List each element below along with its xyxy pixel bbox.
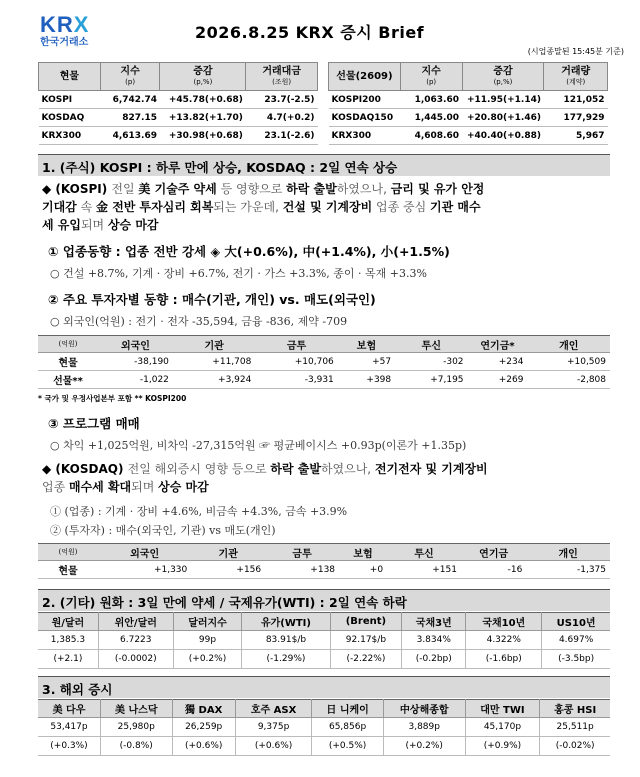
column-header: 국채3년 — [402, 613, 466, 631]
program-trading-detail: ○ 차익 +1,025억원, 비차익 -27,315억원 ☞ 평균베이시스 +0.93p(이론가 +1.35p) — [50, 439, 467, 452]
column-header: US10년 — [542, 613, 610, 631]
column-header: 외국인 — [98, 544, 191, 561]
table-cell: +3,924 — [173, 371, 255, 389]
column-header: (Brent) — [330, 613, 402, 631]
column-header — [39, 63, 101, 91]
value-cell: 45,170p — [465, 718, 540, 737]
column-header-unit: (조원) — [272, 77, 292, 86]
column-header-unit: (p,%) — [193, 77, 213, 86]
column-header: 투신 — [395, 336, 467, 353]
change-cell: (+0.9%) — [465, 737, 540, 756]
row-label: 현물 — [38, 353, 98, 371]
column-header: 美 나스닥 — [100, 700, 172, 718]
column-header: 대만 TWI — [465, 700, 540, 718]
table-cell: 6,742.74 — [100, 91, 160, 109]
table-cell: -2,808 — [527, 371, 610, 389]
table-cell: -1,022 — [98, 371, 173, 389]
table-cell: 1,445.00 — [400, 109, 462, 127]
table-row — [329, 91, 608, 109]
krx-logo — [40, 14, 140, 50]
column-header: 호주 ASX — [235, 700, 311, 718]
change-row — [38, 737, 610, 756]
kosdaq-investor-detail: ② (투자자) : 매수(외국인, 기관) vs 매도(개인) — [50, 524, 276, 537]
table-cell: +11,708 — [173, 353, 255, 371]
change-cell: (-1.29%) — [242, 650, 330, 669]
table-cell: +138 — [265, 561, 339, 579]
column-header: 獨 DAX — [172, 700, 235, 718]
table-cell: 5,967 — [544, 127, 608, 145]
section3-title: 3. 해외 증시 — [38, 676, 610, 698]
column-header — [246, 63, 318, 91]
table-row — [39, 91, 318, 109]
table-cell: +1,330 — [98, 561, 191, 579]
column-header: 中상해종합 — [383, 700, 465, 718]
change-cell: (+0.5%) — [312, 737, 384, 756]
page-title: 2026.8.25 KRX 증시 Brief — [195, 23, 425, 42]
column-header — [100, 63, 160, 91]
change-cell: (-0.2bp) — [402, 650, 466, 669]
value-cell: 25,980p — [100, 718, 172, 737]
table-row — [38, 371, 610, 389]
value-row — [38, 718, 610, 737]
table-cell: +13.82(+1.70) — [160, 109, 246, 127]
column-header: 투신 — [387, 544, 461, 561]
change-cell: (-2.22%) — [330, 650, 402, 669]
table-cell: +20.80(+1.46) — [462, 109, 544, 127]
value-cell: 1,385.3 — [38, 631, 98, 650]
column-header: 기관 — [191, 544, 265, 561]
table-cell: +11.95(+1.14) — [462, 91, 544, 109]
value-cell: 83.91$/b — [242, 631, 330, 650]
kospi-investor-flow-table — [38, 335, 610, 389]
column-header: 금투 — [265, 544, 339, 561]
column-header — [329, 63, 401, 91]
column-header: 금투 — [255, 336, 337, 353]
column-header — [544, 63, 608, 91]
table-cell: +57 — [338, 353, 395, 371]
table-cell: KOSDAQ — [39, 109, 101, 127]
table-cell: +151 — [387, 561, 461, 579]
column-header — [400, 63, 462, 91]
change-cell: (-1.6bp) — [466, 650, 542, 669]
change-cell: (+2.1) — [38, 650, 98, 669]
table-cell: +30.98(+0.68) — [160, 127, 246, 145]
sector-trend-title: ① 업종동향 : 업종 전반 강세 ◈ 大(+0.6%), 中(+1.4%), 小(+1.5%) — [48, 244, 450, 259]
value-cell: 4.697% — [542, 631, 610, 650]
row-label: 선물** — [38, 371, 98, 389]
column-header: 보험 — [339, 544, 387, 561]
value-cell: 3.834% — [402, 631, 466, 650]
table-cell: KOSPI200 — [329, 91, 401, 109]
column-header-label: 거래대금 — [262, 65, 301, 77]
column-header: 원/달러 — [38, 613, 98, 631]
table-cell: +7,195 — [395, 371, 467, 389]
change-cell: (+0.2%) — [383, 737, 465, 756]
table-cell: -38,190 — [98, 353, 173, 371]
table-cell: 4,608.60 — [400, 127, 462, 145]
table-cell: KOSPI — [39, 91, 101, 109]
column-header: 위안/달러 — [98, 613, 173, 631]
column-header: 연기금* — [468, 336, 528, 353]
kosdaq-summary: ◆ (KOSDAQ) 전일 해외증시 영향 등으로 하락 출발하였으나, 전기전자 및 기계장비 업종 매수세 확대되며 상승 마감 — [42, 462, 488, 494]
table-cell: +398 — [338, 371, 395, 389]
kospi-flow-note: * 국가 및 우정사업본부 포함 ** KOSPI200 — [38, 394, 187, 403]
column-header-label: 지수 — [421, 65, 441, 77]
logo-mark-a: KR — [40, 12, 74, 37]
table-cell: -3,931 — [255, 371, 337, 389]
column-header-unit: (계약) — [566, 77, 586, 86]
table-cell: +10,706 — [255, 353, 337, 371]
value-cell: 9,375p — [235, 718, 311, 737]
table-cell: +0 — [339, 561, 387, 579]
logo-subtitle: 한국거래소 — [40, 37, 89, 48]
column-header: 美 다우 — [38, 700, 100, 718]
logo-mark-b: X — [73, 12, 90, 37]
column-header: 외국인 — [98, 336, 173, 353]
column-header: 국채10년 — [466, 613, 542, 631]
change-row — [38, 650, 610, 669]
kospi-summary: ◆ (KOSPI) 전일 美 기술주 약세 등 영향으로 하락 출발하였으나, 금리 및 유가 안정 기대감 속 金 전반 투자심리 회복되는 가운데, 건설 및 기계장비 업종 중심 기관 매수 세 유입되며 상승 마감 — [42, 182, 485, 232]
change-cell: (+0.3%) — [38, 737, 100, 756]
kosdaq-investor-flow-table — [38, 543, 610, 579]
change-cell: (-0.8%) — [100, 737, 172, 756]
column-header-label: 증감 — [493, 65, 513, 77]
value-cell: 53,417p — [38, 718, 100, 737]
column-header-label: 증감 — [193, 65, 213, 77]
section2-title: 2. (기타) 원화 : 3일 만에 약세 / 국제유가(WTI) : 2일 연속 하락 — [38, 589, 610, 611]
column-header: 개인 — [526, 544, 610, 561]
table-cell: +269 — [468, 371, 528, 389]
column-header: 달러지수 — [173, 613, 242, 631]
change-cell: (+0.2%) — [173, 650, 242, 669]
value-cell: 25,511p — [540, 718, 610, 737]
change-cell: (-0.02%) — [540, 737, 610, 756]
table-cell: 23.7(-2.5) — [246, 91, 318, 109]
column-header: 보험 — [338, 336, 395, 353]
value-cell: 99p — [173, 631, 242, 650]
investor-trend-detail: ○ 외국인(억원) : 전기 · 전자 -35,594, 금융 -836, 제약 -709 — [50, 315, 348, 328]
change-cell: (-3.5bp) — [542, 650, 610, 669]
value-cell: 6.7223 — [98, 631, 173, 650]
column-header: 홍콩 HSI — [540, 700, 610, 718]
kosdaq-sector-detail: ① (업종) : 기계 · 장비 +4.6%, 비금속 +4.3%, 금속 +3.9% — [50, 505, 348, 518]
table-cell: 4.7(+0.2) — [246, 109, 318, 127]
column-header-label: 거래량 — [561, 65, 591, 77]
table-cell: 121,052 — [544, 91, 608, 109]
row-label: 현물 — [38, 561, 98, 579]
table-cell: 23.1(-2.6) — [246, 127, 318, 145]
change-cell: (+0.6%) — [235, 737, 311, 756]
header — [0, 0, 640, 62]
value-cell: 26,259p — [172, 718, 235, 737]
table-row — [39, 109, 318, 127]
column-header-label: 현물 — [59, 71, 80, 82]
table-cell: +156 — [191, 561, 265, 579]
table-cell: -1,375 — [526, 561, 610, 579]
change-cell: (+0.6%) — [172, 737, 235, 756]
column-header-label: 지수 — [120, 65, 140, 77]
table-cell: KRX300 — [39, 127, 101, 145]
table-cell: KOSDAQ150 — [329, 109, 401, 127]
column-header — [462, 63, 544, 91]
table-cell: -302 — [395, 353, 467, 371]
investor-trend-title: ② 주요 투자자별 동향 : 매수(기관, 개인) vs. 매도(외국인) — [48, 292, 376, 307]
value-row — [38, 631, 610, 650]
table-row — [329, 109, 608, 127]
table-cell: +45.78(+0.68) — [160, 91, 246, 109]
table-cell: +234 — [468, 353, 528, 371]
column-header: 개인 — [527, 336, 610, 353]
column-header: 기관 — [173, 336, 255, 353]
futures-index-table — [328, 62, 608, 145]
basis-note: (시업종말된 15:45분 기준) — [527, 47, 624, 56]
value-cell: 92.17$/b — [330, 631, 402, 650]
table-cell: KRX300 — [329, 127, 401, 145]
section1-title: 1. (주식) KOSPI : 하루 만에 상승, KOSDAQ : 2일 연속 상승 — [38, 154, 610, 176]
table-cell: 827.15 — [100, 109, 160, 127]
table-cell: 4,613.69 — [100, 127, 160, 145]
unit-label: (억원) — [38, 336, 98, 353]
value-cell: 4.322% — [466, 631, 542, 650]
table-row — [38, 353, 610, 371]
table-cell: 1,063.60 — [400, 91, 462, 109]
table-row — [39, 127, 318, 145]
column-header: 유가(WTI) — [242, 613, 330, 631]
column-header-unit: (p) — [426, 77, 437, 86]
column-header — [160, 63, 246, 91]
table-cell: 177,929 — [544, 109, 608, 127]
table-row — [329, 127, 608, 145]
table-row — [38, 561, 610, 579]
column-header-unit: (p,%) — [493, 77, 513, 86]
table-cell: +40.40(+0.88) — [462, 127, 544, 145]
column-header-unit: (p) — [125, 77, 136, 86]
global-markets-table — [38, 699, 610, 756]
fx-rates-table — [38, 612, 610, 669]
table-cell: +10,509 — [527, 353, 610, 371]
program-trading-title: ③ 프로그램 매매 — [48, 416, 140, 431]
column-header: 日 니케이 — [312, 700, 384, 718]
value-cell: 65,856p — [312, 718, 384, 737]
column-header: 연기금 — [461, 544, 526, 561]
value-cell: 3,889p — [383, 718, 465, 737]
sector-trend-detail: ○ 건설 +8.7%, 기계 · 장비 +6.7%, 전기 · 가스 +3.3%, 종이 · 목재 +3.3% — [50, 267, 427, 280]
unit-label: (억원) — [38, 544, 98, 561]
spot-index-table — [38, 62, 318, 145]
column-header-label: 선물(2609) — [336, 71, 393, 82]
table-cell: -16 — [461, 561, 526, 579]
change-cell: (-0.0002) — [98, 650, 173, 669]
